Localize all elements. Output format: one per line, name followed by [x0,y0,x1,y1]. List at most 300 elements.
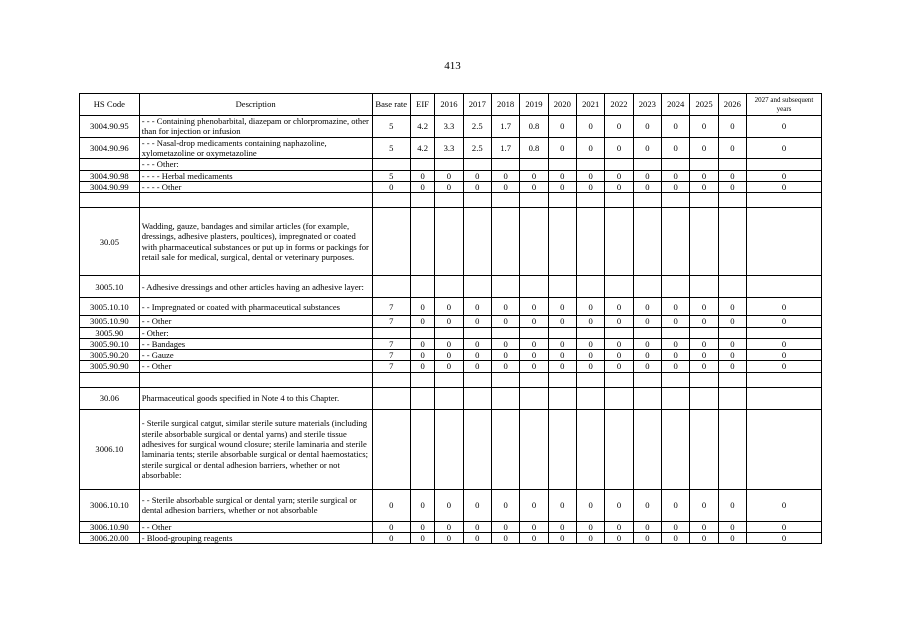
rate-cell [747,193,822,208]
rate-cell [435,372,463,387]
rate-cell: 0.8 [520,137,548,159]
hs-code-cell: 3005.90.10 [80,338,140,349]
rate-cell [372,159,410,170]
rate-cell: 0 [662,533,690,544]
hs-code-cell: 3005.90.20 [80,350,140,361]
rate-cell [662,327,690,338]
rate-cell: 0 [690,350,718,361]
rate-cell: 0 [372,533,410,544]
description-cell: - Other: [139,327,372,338]
rate-cell [491,409,519,489]
rate-cell: 0 [662,181,690,192]
rate-cell [633,372,661,387]
header-year-2024: 2024 [662,94,690,116]
rate-cell: 0 [605,137,633,159]
hs-code-cell: 3006.10.10 [80,489,140,521]
rate-cell [633,387,661,409]
rate-cell [605,276,633,298]
rate-cell [576,372,604,387]
rate-cell [463,327,491,338]
rate-cell: 0 [576,181,604,192]
rate-cell: 0 [520,316,548,327]
rate-cell [690,372,718,387]
rate-cell: 5 [372,137,410,159]
hs-code-cell: 3005.90 [80,327,140,338]
rate-cell: 7 [372,361,410,372]
rate-cell [690,387,718,409]
rate-cell [605,409,633,489]
rate-cell: 0 [520,350,548,361]
rate-cell: 0 [520,533,548,544]
rate-cell: 3.3 [435,137,463,159]
rate-cell [372,409,410,489]
rate-cell: 0 [548,350,576,361]
rate-cell [747,372,822,387]
hs-code-cell: 3006.10 [80,409,140,489]
rate-cell [690,193,718,208]
rate-cell: 0 [372,521,410,532]
rate-cell: 0.8 [520,116,548,138]
rate-cell [548,409,576,489]
description-cell [139,193,372,208]
table-row [80,521,822,532]
rate-cell: 0 [576,137,604,159]
rate-cell [633,409,661,489]
rate-cell [435,193,463,208]
rate-cell [633,159,661,170]
rate-cell: 0 [747,361,822,372]
rate-cell: 0 [520,361,548,372]
rate-cell [520,208,548,276]
header-base-rate: Base rate [372,94,410,116]
rate-cell: 0 [520,338,548,349]
table-row [80,372,822,387]
header-year-2022: 2022 [605,94,633,116]
rate-cell: 0 [548,181,576,192]
rate-cell [605,372,633,387]
rate-cell: 5 [372,170,410,181]
rate-cell: 0 [548,489,576,521]
rate-cell: 0 [491,181,519,192]
rate-cell: 0 [605,533,633,544]
rate-cell: 0 [548,116,576,138]
table-row [80,316,822,327]
header-year-2016: 2016 [435,94,463,116]
rate-cell: 0 [718,170,746,181]
hs-code-cell: 3005.90.90 [80,361,140,372]
rate-cell: 0 [633,350,661,361]
rate-cell: 0 [633,116,661,138]
hs-code-cell [80,193,140,208]
hs-code-cell [80,372,140,387]
rate-cell: 0 [435,489,463,521]
table-row [80,361,822,372]
rate-cell: 0 [633,181,661,192]
rate-cell: 0 [520,489,548,521]
rate-cell: 4.2 [410,137,434,159]
hs-code-cell: 3005.10 [80,276,140,298]
description-cell: - - Other [139,521,372,532]
rate-cell [520,159,548,170]
rate-cell: 0 [410,298,434,316]
hs-code-cell: 3004.90.96 [80,137,140,159]
tariff-schedule-table [79,93,822,544]
rate-cell: 0 [435,521,463,532]
rate-cell [463,159,491,170]
rate-cell [605,208,633,276]
table-row [80,409,822,489]
rate-cell: 0 [491,170,519,181]
description-cell: - - - - Other [139,181,372,192]
rate-cell: 0 [491,489,519,521]
table-row [80,116,822,138]
header-row [80,94,822,116]
rate-cell [605,387,633,409]
rate-cell [662,276,690,298]
rate-cell [410,193,434,208]
rate-cell: 0 [747,298,822,316]
rate-cell [435,327,463,338]
rate-cell: 0 [576,489,604,521]
description-cell: - - Gauze [139,350,372,361]
rate-cell [690,159,718,170]
rate-cell: 0 [605,489,633,521]
description-cell: Wadding, gauze, bandages and similar articles (for example, dressings, adhesive plasters, poultices), impregnated or coated with pharmaceutical substances or put up in forms or packings for retail sale for medical, surgical, dental or veterinary purposes. [139,208,372,276]
rate-cell: 0 [435,533,463,544]
page-number: 413 [444,60,461,72]
rate-cell: 0 [690,137,718,159]
rate-cell: 0 [718,116,746,138]
rate-cell [491,276,519,298]
rate-cell [690,327,718,338]
rate-cell: 0 [690,316,718,327]
rate-cell [372,208,410,276]
hs-code-cell: 30.05 [80,208,140,276]
rate-cell [435,208,463,276]
rate-cell: 0 [520,298,548,316]
rate-cell [410,208,434,276]
table-row [80,350,822,361]
table-row [80,208,822,276]
rate-cell: 7 [372,298,410,316]
rate-cell: 0 [747,350,822,361]
rate-cell [718,208,746,276]
rate-cell [633,276,661,298]
rate-cell: 0 [747,137,822,159]
rate-cell [576,208,604,276]
table-row [80,533,822,544]
rate-cell: 5 [372,116,410,138]
rate-cell: 0 [410,489,434,521]
rate-cell: 0 [576,350,604,361]
table-row [80,489,822,521]
rate-cell [491,208,519,276]
rate-cell: 0 [690,116,718,138]
table-body [80,116,822,544]
rate-cell: 0 [576,298,604,316]
rate-cell: 0 [576,116,604,138]
rate-cell: 0 [633,533,661,544]
rate-cell: 0 [410,521,434,532]
rate-cell: 0 [747,533,822,544]
rate-cell: 4.2 [410,116,434,138]
table-row [80,276,822,298]
rate-cell [718,327,746,338]
rate-cell [576,327,604,338]
rate-cell [718,276,746,298]
rate-cell: 0 [435,350,463,361]
rate-cell [520,409,548,489]
rate-cell: 0 [690,533,718,544]
rate-cell: 0 [690,489,718,521]
hs-code-cell: 3006.10.90 [80,521,140,532]
rate-cell: 0 [633,521,661,532]
rate-cell [463,276,491,298]
header-year-2027-subsequent: 2027 and subsequent years [747,94,822,116]
rate-cell [548,276,576,298]
rate-cell [548,372,576,387]
rate-cell [718,159,746,170]
rate-cell [548,208,576,276]
rate-cell: 0 [662,489,690,521]
rate-cell: 0 [372,489,410,521]
rate-cell: 2.5 [463,116,491,138]
rate-cell [690,276,718,298]
rate-cell: 0 [633,361,661,372]
hs-code-cell: 3006.20.00 [80,533,140,544]
rate-cell: 0 [690,298,718,316]
rate-cell: 0 [662,350,690,361]
rate-cell [605,193,633,208]
rate-cell: 0 [605,521,633,532]
rate-cell: 0 [463,489,491,521]
header-year-2017: 2017 [463,94,491,116]
rate-cell [662,159,690,170]
table-row [80,159,822,170]
rate-cell [718,193,746,208]
rate-cell: 0 [410,338,434,349]
rate-cell: 0 [491,338,519,349]
rate-cell: 0 [718,298,746,316]
rate-cell [662,409,690,489]
rate-cell: 7 [372,316,410,327]
rate-cell: 0 [633,338,661,349]
rate-cell [520,276,548,298]
rate-cell: 0 [747,338,822,349]
description-cell: - Sterile surgical catgut, similar sterile suture materials (including sterile absorbable surgical or dental yarns) and sterile tissue adhesives for surgical wound closure; sterile laminaria and sterile laminaria tents; sterile absorbable surgical or dental haemostatics; sterile surgical or dental adhesion barriers, whether or not absorbable: [139,409,372,489]
rate-cell: 0 [690,338,718,349]
rate-cell [463,387,491,409]
rate-cell [435,276,463,298]
rate-cell: 0 [662,170,690,181]
rate-cell: 0 [662,338,690,349]
rate-cell: 0 [662,316,690,327]
rate-cell: 0 [690,170,718,181]
hs-code-cell: 3005.10.10 [80,298,140,316]
rate-cell: 0 [662,298,690,316]
description-cell: - - - - Herbal medicaments [139,170,372,181]
rate-cell: 0 [463,533,491,544]
rate-cell: 0 [633,137,661,159]
rate-cell: 0 [747,170,822,181]
rate-cell: 0 [576,521,604,532]
rate-cell: 0 [548,316,576,327]
rate-cell: 0 [463,338,491,349]
rate-cell [463,193,491,208]
header-year-2020: 2020 [548,94,576,116]
rate-cell [372,327,410,338]
rate-cell: 0 [491,361,519,372]
rate-cell [747,409,822,489]
header-year-2019: 2019 [520,94,548,116]
rate-cell: 0 [548,338,576,349]
rate-cell [372,372,410,387]
rate-cell [747,208,822,276]
rate-cell [520,193,548,208]
rate-cell: 0 [690,361,718,372]
rate-cell [633,193,661,208]
rate-cell [690,208,718,276]
hs-code-cell: 3005.10.90 [80,316,140,327]
rate-cell [463,409,491,489]
rate-cell [410,409,434,489]
rate-cell [576,193,604,208]
rate-cell: 0 [491,350,519,361]
rate-cell: 0 [605,316,633,327]
rate-cell [410,276,434,298]
rate-cell [576,387,604,409]
rate-cell: 0 [463,361,491,372]
rate-cell: 0 [662,521,690,532]
description-cell: - Blood-grouping reagents [139,533,372,544]
rate-cell: 0 [548,533,576,544]
description-cell: - Adhesive dressings and other articles having an adhesive layer: [139,276,372,298]
rate-cell [435,387,463,409]
rate-cell: 0 [633,298,661,316]
table-row [80,170,822,181]
table-row [80,137,822,159]
rate-cell [410,159,434,170]
rate-cell [491,387,519,409]
rate-cell: 0 [548,137,576,159]
rate-cell: 0 [410,361,434,372]
rate-cell [548,387,576,409]
rate-cell: 0 [576,316,604,327]
rate-cell [372,276,410,298]
description-cell: - - - Nasal-drop medicaments containing naphazoline, xylometazoline or oxymetazoline [139,137,372,159]
table-row [80,387,822,409]
rate-cell: 0 [633,170,661,181]
rate-cell: 0 [463,521,491,532]
rate-cell: 0 [435,361,463,372]
rate-cell [548,159,576,170]
rate-cell: 2.5 [463,137,491,159]
rate-cell: 0 [718,533,746,544]
rate-cell: 0 [463,181,491,192]
rate-cell [491,159,519,170]
rate-cell [410,387,434,409]
header-year-2018: 2018 [491,94,519,116]
rate-cell: 0 [410,181,434,192]
header-hs-code: HS Code [80,94,140,116]
rate-cell: 0 [410,316,434,327]
hs-code-cell [80,159,140,170]
rate-cell: 0 [718,361,746,372]
rate-cell: 0 [718,521,746,532]
rate-cell: 0 [410,350,434,361]
rate-cell [633,327,661,338]
table-row [80,181,822,192]
rate-cell: 0 [747,116,822,138]
rate-cell: 0 [718,137,746,159]
header-year-2025: 2025 [690,94,718,116]
rate-cell: 0 [410,533,434,544]
rate-cell [548,193,576,208]
rate-cell: 0 [491,521,519,532]
description-cell: - - Other [139,316,372,327]
table-row [80,193,822,208]
rate-cell [576,276,604,298]
rate-cell: 3.3 [435,116,463,138]
rate-cell: 0 [491,533,519,544]
rate-cell: 7 [372,338,410,349]
hs-code-cell: 3004.90.98 [80,170,140,181]
rate-cell: 0 [718,489,746,521]
rate-cell: 0 [435,338,463,349]
rate-cell: 0 [662,137,690,159]
rate-cell: 0 [410,170,434,181]
rate-cell: 0 [548,298,576,316]
rate-cell: 0 [662,116,690,138]
rate-cell [410,327,434,338]
rate-cell: 0 [633,489,661,521]
rate-cell [435,159,463,170]
rate-cell [718,372,746,387]
rate-cell [747,327,822,338]
rate-cell: 0 [435,181,463,192]
rate-cell [372,387,410,409]
rate-cell: 0 [463,350,491,361]
rate-cell: 0 [605,350,633,361]
rate-cell [747,387,822,409]
header-year-2026: 2026 [718,94,746,116]
rate-cell [520,327,548,338]
table-row [80,338,822,349]
rate-cell: 0 [576,170,604,181]
rate-cell [662,193,690,208]
rate-cell: 0 [747,316,822,327]
rate-cell [576,159,604,170]
rate-cell: 0 [605,170,633,181]
rate-cell [435,409,463,489]
rate-cell [491,327,519,338]
rate-cell [662,372,690,387]
rate-cell: 0 [372,181,410,192]
header-eif: EIF [410,94,434,116]
rate-cell: 0 [718,338,746,349]
header-description: Description [139,94,372,116]
description-cell: - - Bandages [139,338,372,349]
rate-cell [718,387,746,409]
rate-cell [463,208,491,276]
rate-cell: 0 [633,316,661,327]
rate-cell [662,208,690,276]
rate-cell [633,208,661,276]
rate-cell [690,409,718,489]
header-year-2021: 2021 [576,94,604,116]
rate-cell: 0 [520,170,548,181]
rate-cell: 1.7 [491,116,519,138]
